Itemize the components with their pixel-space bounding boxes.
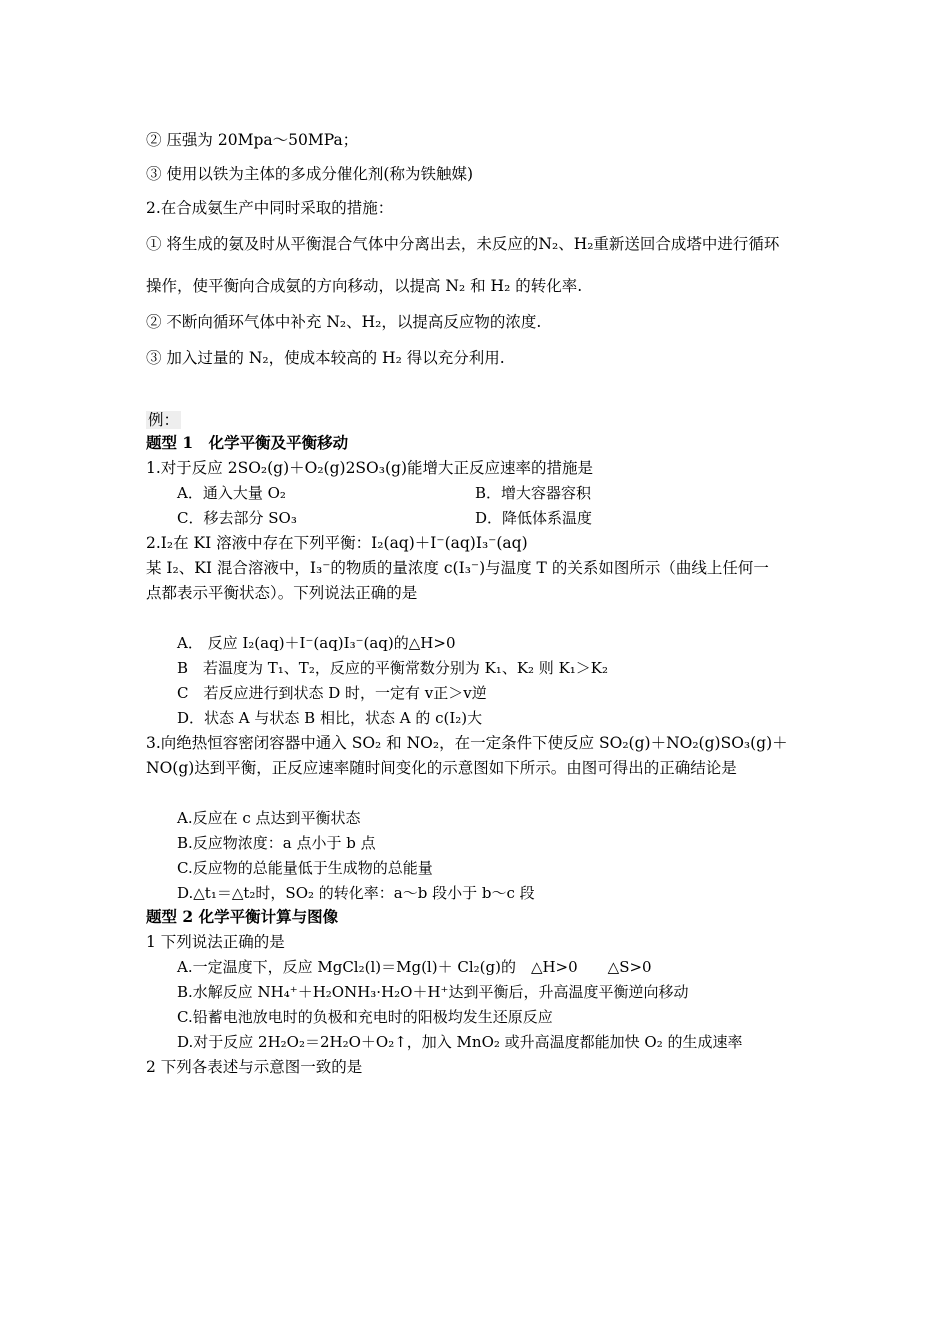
type1-q2-option-b: B 若温度为 T₁、T₂，反应的平衡常数分别为 K₁、K₂ 则 K₁＞K₂: [177, 659, 609, 677]
type1-q2-option-a: A． 反应 I₂(aq)＋I⁻(aq)I₃⁻(aq)的△H>0: [177, 634, 456, 652]
type2-q1-option-a: A.一定温度下，反应 MgCl₂(l)＝Mg(l)＋ Cl₂(g)的 △H>0 △S>0: [177, 958, 652, 976]
type1-q1-option-c: C．移去部分 SO₃: [177, 509, 297, 527]
example-label: 例：: [148, 411, 180, 429]
type2-q1-option-b: B.水解反应 NH₄⁺＋H₂ONH₃·H₂O＋H⁺达到平衡后，升高温度平衡逆向移动: [177, 983, 689, 1001]
type1-q3-option-c: C.反应物的总能量低于生成物的总能量: [177, 859, 433, 877]
measure-3: ③ 加入过量的 N₂，使成本较高的 H₂ 得以充分利用.: [146, 349, 505, 367]
type1-q1-option-a: A．通入大量 O₂: [177, 484, 286, 502]
measure-2: ② 不断向循环气体中补充 N₂、H₂，以提高反应物的浓度.: [146, 313, 542, 331]
type1-q3-option-b: B.反应物浓度：a 点小于 b 点: [177, 834, 376, 852]
type-2-title: 题型 2 化学平衡计算与图像: [146, 907, 339, 926]
heading-measures: 2.在合成氨生产中同时采取的措施：: [146, 199, 394, 217]
item-catalyst: ③ 使用以铁为主体的多成分催化剂(称为铁触媒): [146, 165, 474, 183]
type1-q3-option-d: D.△t₁＝△t₂时，SO₂ 的转化率：a～b 段小于 b～c 段: [177, 884, 535, 902]
type1-q1-stem: 1.对于反应 2SO₂(g)＋O₂(g)2SO₃(g)能增大正反应速率的措施是: [146, 459, 593, 477]
type1-q3-stem-1: 3.向绝热恒容密闭容器中通入 SO₂ 和 NO₂，在一定条件下使反应 SO₂(g)＋NO₂(g)SO₃(g)＋: [146, 734, 788, 752]
type2-q1-stem: 1 下列说法正确的是: [146, 933, 285, 951]
item-pressure: ② 压强为 20Mpa～50MPa；: [146, 131, 359, 149]
type1-q2-stem-1: 2.I₂在 KI 溶液中存在下列平衡：I₂(aq)＋I⁻(aq)I₃⁻(aq): [146, 534, 528, 552]
type1-q1-option-b: B．增大容器容积: [475, 484, 592, 502]
type1-q1-option-d: D．降低体系温度: [475, 509, 593, 527]
type2-q2-stem: 2 下列各表述与示意图一致的是: [146, 1058, 363, 1076]
type1-q2-option-c: C 若反应进行到状态 D 时，一定有 v正＞v逆: [177, 684, 487, 702]
type1-q2-stem-3: 点都表示平衡状态）。下列说法正确的是: [146, 584, 418, 602]
type-1-title: 题型 1 化学平衡及平衡移动: [146, 433, 349, 452]
type1-q2-stem-2: 某 I₂、KI 混合溶液中，I₃⁻的物质的量浓度 c(I₃⁻)与温度 T 的关系如图所示（曲线上任何一: [146, 559, 769, 577]
type2-q1-option-c: C.铅蓄电池放电时的负极和充电时的阳极均发生还原反应: [177, 1008, 553, 1026]
type2-q1-option-d: D.对于反应 2H₂O₂＝2H₂O＋O₂↑，加入 MnO₂ 或升高温度都能加快 O₂ 的生成速率: [177, 1033, 743, 1051]
measure-1-line-1: ① 将生成的氨及时从平衡混合气体中分离出去，未反应的N₂、H₂重新送回合成塔中进行循环: [146, 235, 780, 253]
type1-q3-stem-2: NO(g)达到平衡，正反应速率随时间变化的示意图如下所示。由图可得出的正确结论是: [146, 759, 737, 777]
type1-q2-option-d: D．状态 A 与状态 B 相比，状态 A 的 c(I₂)大: [177, 709, 483, 727]
measure-1-line-2: 操作，使平衡向合成氨的方向移动，以提高 N₂ 和 H₂ 的转化率.: [146, 277, 583, 295]
type1-q3-option-a: A.反应在 c 点达到平衡状态: [177, 809, 361, 827]
